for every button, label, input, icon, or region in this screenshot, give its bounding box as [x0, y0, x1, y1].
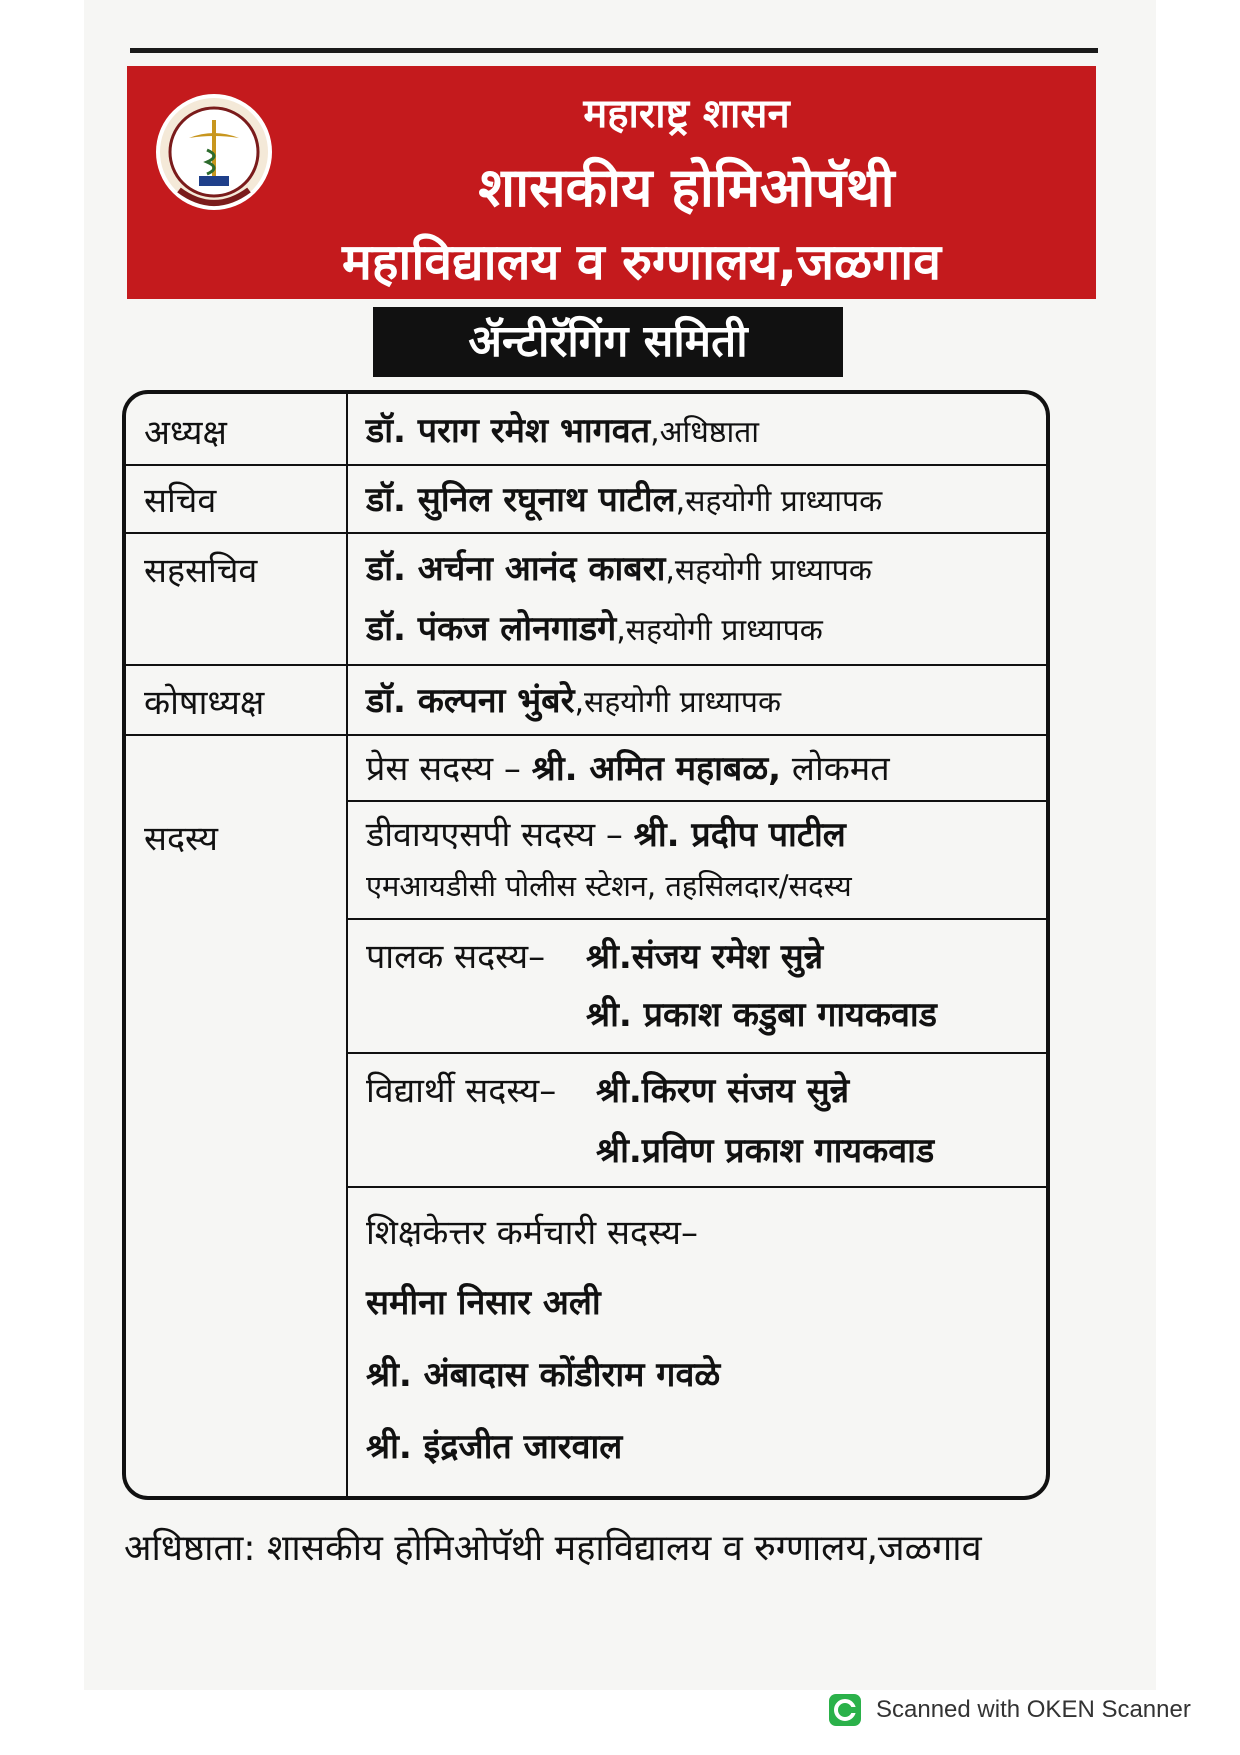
role-treasurer: कोषाध्यक्ष: [144, 683, 265, 723]
label-parent-member: पालक सदस्य–: [366, 937, 546, 977]
member-row-non-teaching: [346, 1186, 1046, 1496]
name-parent-member-2-text: श्री. प्रकाश कडुबा गायकवाड: [586, 995, 937, 1035]
name-non-teaching-member-2-text: श्री. अंबादास कोंडीराम गवळे: [366, 1355, 721, 1395]
table-row-joint-secretary: [126, 532, 1046, 666]
entry-treasurer: [366, 676, 781, 722]
table-row-secretary: [126, 464, 1046, 534]
name-student-member-1: [596, 1066, 849, 1112]
name-parent-member-2: [586, 990, 937, 1036]
name-parent-member-1: [586, 932, 823, 978]
name-student-member-1-text: श्री.किरण संजय सुन्ने: [596, 1071, 850, 1111]
designation-president: ,अधिष्ठाता: [650, 415, 760, 450]
name-secretary: डॉ. सुनिल रघूनाथ पाटील: [366, 480, 676, 520]
table-row-president: [126, 394, 1046, 466]
role-joint-secretary: सहसचिव: [144, 551, 258, 591]
role-secretary: सचिव: [144, 481, 217, 521]
college-emblem-logo: [149, 90, 279, 220]
top-rule: [130, 48, 1098, 53]
designation-secretary: ,सहयोगी प्राध्यापक: [675, 484, 883, 519]
name-non-teaching-member-2: [366, 1350, 720, 1396]
detail-dysp-member: एमआयडीसी पोलीस स्टेशन, तहसिलदार/सदस्य: [366, 869, 852, 903]
label-student-member: विद्यार्थी सदस्य–: [366, 1071, 557, 1111]
entry-secretary: [366, 475, 882, 521]
role-members: सदस्य: [144, 819, 218, 859]
entry-press-member: [366, 744, 890, 790]
designation-joint-secretary-1: ,सहयोगी प्राध्यापक: [665, 553, 872, 588]
entry-president: [366, 406, 759, 452]
table-row-treasurer: [126, 664, 1046, 736]
header-line-hospital: महाविद्यालय व रुग्णालय,जळगाव: [341, 233, 942, 291]
name-joint-secretary-2: डॉ. पंकज लोनगाडगे: [366, 609, 617, 649]
entry-dysp-member: [366, 810, 846, 856]
name-non-teaching-member-1-text: समीना निसार अली: [366, 1283, 601, 1323]
designation-treasurer: ,सहयोगी प्राध्यापक: [574, 685, 781, 720]
entry-joint-secretary-1: [366, 544, 872, 590]
name-non-teaching-member-3-text: श्री. इंद्रजीत जारवाल: [366, 1427, 623, 1467]
org-press-member: लोकमत: [781, 749, 890, 789]
name-dysp-member: श्री. प्रदीप पाटील: [633, 815, 846, 855]
name-student-member-2-text: श्री.प्रविण प्रकाश गायकवाड: [596, 1131, 935, 1171]
name-president: डॉ. पराग रमेश भागवत: [366, 411, 651, 451]
label-dysp-member: डीवायएसपी सदस्य –: [366, 815, 634, 855]
designation-joint-secretary-2: ,सहयोगी प्राध्यापक: [616, 613, 823, 648]
header-line-college: शासकीय होमिओपॅथी: [478, 156, 895, 219]
name-non-teaching-member-1: [366, 1278, 601, 1324]
name-treasurer: डॉ. कल्पना भुंबरे: [366, 681, 575, 721]
name-parent-member-1-text: श्री.संजय रमेश सुन्ने: [586, 937, 824, 977]
oken-scanner-icon: [828, 1693, 862, 1727]
header-line-state: महाराष्ट्र शासन: [583, 91, 790, 137]
name-joint-secretary-1: डॉ. अर्चना आनंद काबरा: [366, 549, 666, 589]
committee-table: [122, 390, 1050, 1500]
member-row-student: [346, 1052, 1046, 1188]
member-row-parent: [346, 918, 1046, 1054]
role-president: अध्यक्ष: [144, 413, 227, 453]
committee-title: ॲन्टीरॅगिंग समिती: [373, 307, 843, 377]
entry-joint-secretary-2: [366, 604, 823, 650]
label-non-teaching-member: शिक्षकेत्तर कर्मचारी सदस्य–: [366, 1213, 698, 1253]
header-banner: [127, 66, 1096, 299]
name-student-member-2: [596, 1126, 934, 1172]
label-press-member: प्रेस सदस्य –: [366, 749, 532, 789]
member-row-dysp: [346, 800, 1046, 920]
member-row-press: [346, 734, 1046, 802]
footer-signature-line: अधिष्ठाता: शासकीय होमिओपॅथी महाविद्यालय व रुग्णालय,जळगाव: [124, 1528, 982, 1569]
name-press-member: श्री. अमित महाबळ,: [531, 749, 782, 789]
name-non-teaching-member-3: [366, 1422, 622, 1468]
scanner-watermark: [828, 1690, 1191, 1730]
scanner-label: Scanned with OKEN Scanner: [876, 1696, 1191, 1723]
